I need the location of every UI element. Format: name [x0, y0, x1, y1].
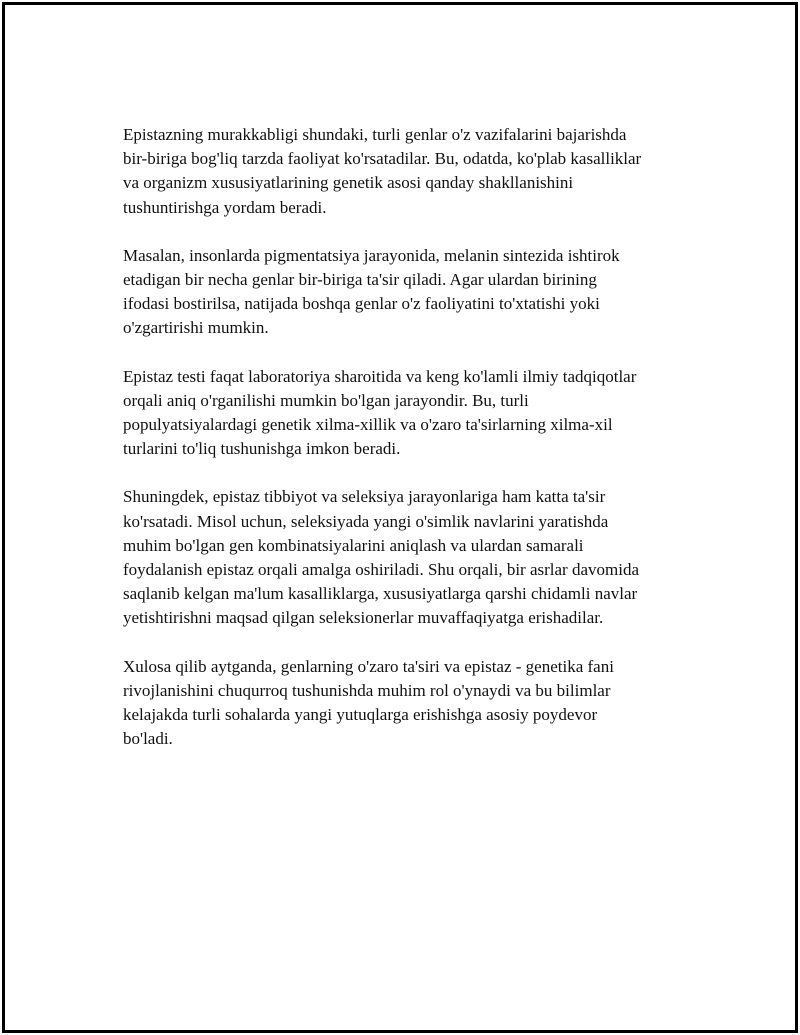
paragraph-5 — [123, 655, 703, 752]
text-line: va organizm xususiyatlarining genetik asosi qanday shakllanishini — [123, 173, 574, 193]
text-line: tushuntirishga yordam beradi. — [123, 197, 327, 217]
text-line: kelajakda turli sohalarda yangi yutuqlarga erishishga asosiy poydevor — [123, 705, 598, 725]
text-line: muhim bo'lgan gen kombinatsiyalarini aniqlash va ulardan samarali — [123, 535, 584, 555]
text-line: bir-biriga bog'liq tarzda faoliyat ko'rsatadilar. Bu, odatda, ko'plab kasalliklar — [123, 149, 642, 169]
document-body — [123, 123, 703, 775]
text-line: populyatsiyalardagi genetik xilma-xillik va o'zaro ta'sirlarning xilma-xil — [123, 415, 613, 435]
text-line: foydalanish epistaz orqali amalga oshiriladi. Shu orqali, bir asrlar davomida — [123, 560, 639, 580]
text-line: Xulosa qilib aytganda, genlarning o'zaro ta'siri va epistaz - genetika fani — [123, 656, 614, 676]
text-line: rivojlanishini chuqurroq tushunishda muhim rol o'ynaydi va bu bilimlar — [123, 680, 611, 700]
text-line: bo'ladi. — [123, 729, 173, 749]
text-line: turlarini to'liq tushunishga imkon beradi. — [123, 439, 401, 459]
text-line: Shuningdek, epistaz tibbiyot va seleksiya jarayonlariga ham katta ta'sir — [123, 487, 606, 507]
paragraph-2 — [123, 244, 703, 341]
text-line: Epistazning murakkabligi shundaki, turli genlar o'z vazifalarini bajarishda — [123, 125, 627, 144]
text-line: orqali aniq o'rganilishi mumkin bo'lgan jarayondir. Bu, turli — [123, 390, 529, 410]
text-line: yetishtirishni maqsad qilgan seleksionerlar muvaffaqiyatga erishadilar. — [123, 608, 604, 628]
text-line: etadigan bir necha genlar bir-biriga ta'sir qiladi. Agar ulardan birining — [123, 270, 597, 290]
text-line: ifodasi bostirilsa, natijada boshqa genlar o'z faoliyatini to'xtatishi yoki — [123, 294, 600, 314]
text-line: ko'rsatadi. Misol uchun, seleksiyada yangi o'simlik navlarini yaratishda — [123, 511, 609, 531]
text-line: saqlanib kelgan ma'lum kasalliklarga, xususiyatlarga qarshi chidamli navlar — [123, 584, 638, 604]
paragraph-1 — [123, 123, 703, 220]
page-border — [2, 2, 798, 1033]
paragraph-4 — [123, 485, 703, 630]
text-line: Epistaz testi faqat laboratoriya sharoitida va keng ko'lamli ilmiy tadqiqotlar — [123, 366, 637, 386]
text-line: o'zgartirishi mumkin. — [123, 318, 269, 338]
text-line: Masalan, insonlarda pigmentatsiya jarayonida, melanin sintezida ishtirok — [123, 245, 620, 265]
paragraph-3 — [123, 365, 703, 462]
